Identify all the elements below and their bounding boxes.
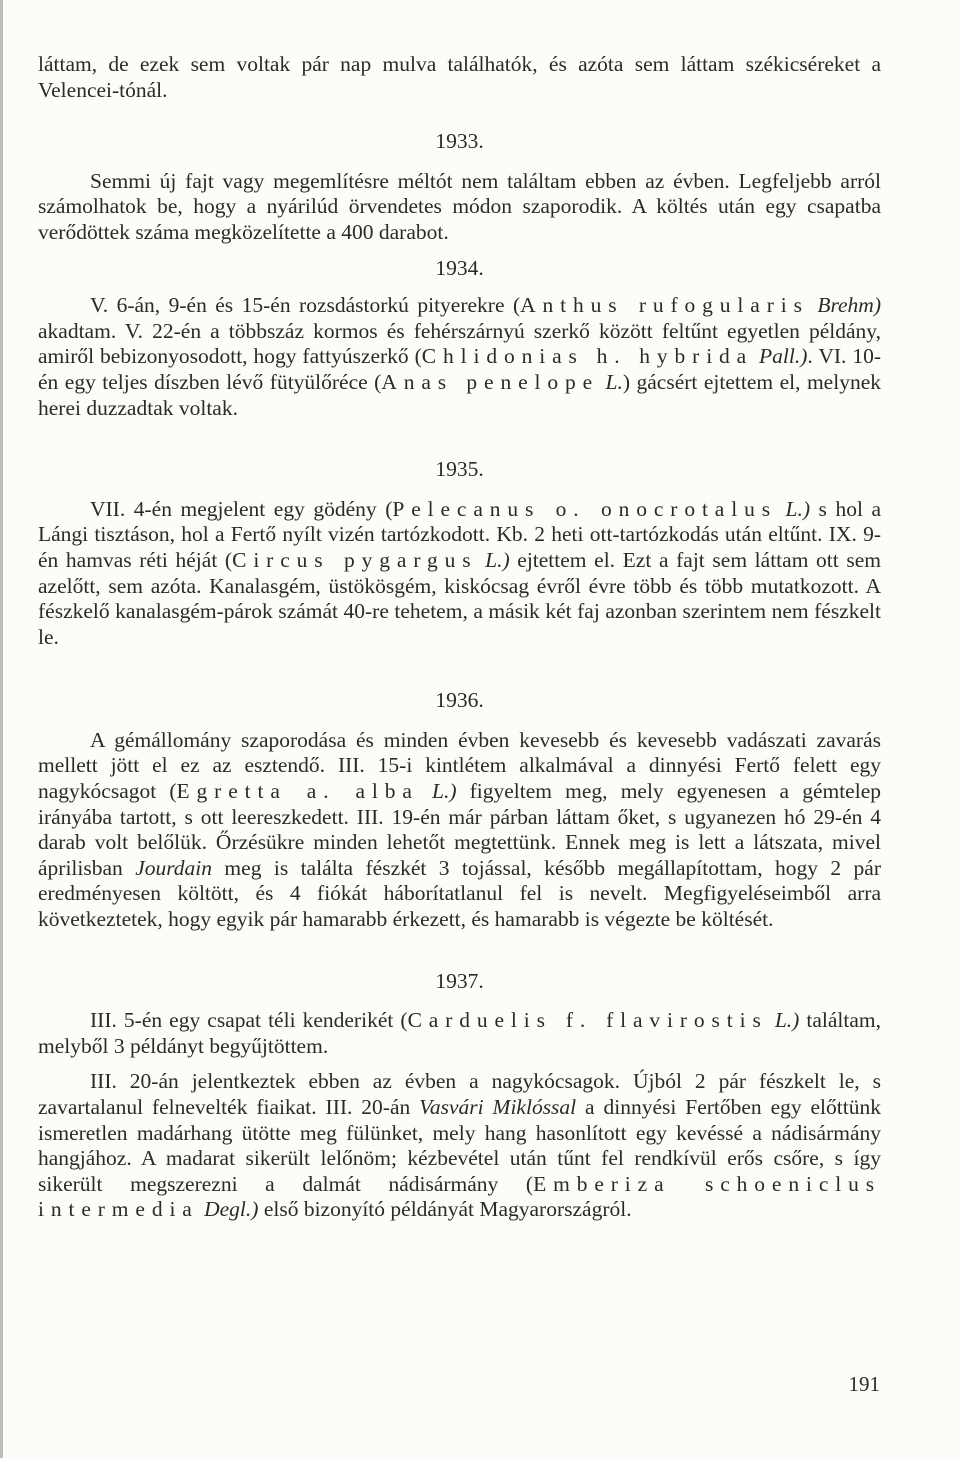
text-run: III. 5-én egy csapat téli kenderikét ( bbox=[90, 1008, 408, 1033]
text-run: . VI. 10-én egy teljes díszben lévő fütyülőréce ( bbox=[38, 344, 881, 394]
author-name: Brehm) bbox=[817, 293, 881, 318]
author-name: L.) bbox=[485, 547, 510, 572]
paragraph-1937-a bbox=[38, 1008, 881, 1059]
paragraph-1934 bbox=[38, 293, 881, 421]
text-run: VII. 4-én megjelent egy gödény ( bbox=[90, 496, 393, 521]
person-name: Jourdain bbox=[135, 855, 213, 880]
text-run: a dinnyési Fertőben egy előttünk ismeretlen madárhang ütötte meg fülünket, mely hang hasonlított egy kevéssé a nádisármány hangjához. A madarat sikerült lelőnöm; kézbevétel után tűnt fel rendkívül erős csőre, s így sikerült megszerezni a dalmát nádisármány ( bbox=[38, 1095, 881, 1196]
text-run: találtam, melyből 3 példányt begyűjtöttem. bbox=[38, 1008, 881, 1058]
author-name: L.) bbox=[785, 496, 811, 521]
text-run: figyeltem meg, mely egyenesen a gémtelep irányába tartott, s ott leereszkedett. III. 19-én már párban láttam őket, s ugyanezen hó 29-én 4 darab volt belőlük. Őrzésükre minden lehetőt megtettünk. Ennek meg is lett a látszata, mivel áprilisban bbox=[38, 779, 881, 880]
year-heading-1935: 1935. bbox=[435, 457, 484, 482]
species-name: Anthus rufogularis bbox=[520, 293, 809, 318]
document-page bbox=[38, 52, 881, 1223]
paragraph-1937-b bbox=[38, 1069, 881, 1223]
text-run: akadtam. V. 22-én a többszáz kormos és fehérszárnyú szerkő között feltűnt egyetlen példány, amiről bebizonyosodott, hogy fattyúszerkő ( bbox=[38, 318, 881, 369]
text-run: s hol a Lángi tisztáson, hol a Fertő nyílt vizén tartózkodott. Kb. 2 heti ott-tartózkodás után eltűnt. IX. 9-én hamvas réti héját ( bbox=[38, 496, 882, 572]
author-name: L. bbox=[605, 369, 623, 394]
text-run: ) gácsért ejtettem el, melynek herei duzzadtak voltak. bbox=[38, 369, 881, 420]
paragraph-1933: Semmi új fajt vagy megemlítésre méltót nem találtam ebben az évben. Legfeljebb arról számolhatok be, hogy a nyárilúd örvendetes módon szaporodik. A költés után egy csapatba verődöttek száma megközelítette a 400 darabot. bbox=[38, 168, 881, 244]
author-name: L.) bbox=[431, 779, 457, 804]
species-name: Egretta a. alba bbox=[176, 779, 419, 804]
species-name: Pelecanus o. onocrotalus bbox=[392, 496, 777, 521]
author-name: Pall.) bbox=[759, 344, 808, 369]
page-edge-rule bbox=[0, 0, 3, 1458]
text-run: III. 20-án jelentkeztek ebben az évben a nagykócsagok. Újból 2 pár fészkelt le, s zavartalanul felnevelték fiaikat. III. 20-án bbox=[38, 1069, 881, 1119]
text-run: A gémállomány szaporodása és minden évben kevesebb és kevesebb vadászati zavarás mellett jött el ez az esztendő. III. 15-i kintlétem alkalmával a dinnyési Fertő felett egy nagykócsagot ( bbox=[38, 727, 881, 804]
author-name: Degl.) bbox=[204, 1197, 259, 1222]
species-name: Carduelis f. flavirostis bbox=[407, 1008, 768, 1033]
text-run: első bizonyító példányát Magyarországról. bbox=[258, 1197, 632, 1222]
text-run: V. 6-án, 9-én és 15-én rozsdástorkú pityerekre ( bbox=[90, 293, 521, 318]
year-heading-1936: 1936. bbox=[435, 688, 484, 713]
intro-paragraph: láttam, de ezek sem voltak pár nap mulva találhatók, és azóta sem láttam székicséreket a Velencei-tónál. bbox=[38, 52, 881, 102]
page-number: 191 bbox=[848, 1372, 880, 1396]
paragraph-1935 bbox=[38, 497, 881, 651]
year-heading-1934: 1934. bbox=[435, 255, 484, 280]
species-name: Chlidonias h. hybrida bbox=[421, 344, 754, 369]
person-name: Vasvári Miklóssal bbox=[419, 1095, 577, 1119]
text-run: ejtettem el. Ezt a fajt sem láttam ott sem azelőtt, sem azóta. Kanalasgém, üstökösgém, kiskócsag évről évre több és több mutatkozott. A fészkelő kanalasgém-párok számát 40-re tehetem, a másik két faj azonban szerintem nem fészkelt le. bbox=[38, 547, 882, 649]
species-name: Emberiza schoeniclus intermedia bbox=[38, 1171, 881, 1222]
paragraph-1936 bbox=[38, 728, 881, 933]
species-name: Circus pygargus bbox=[232, 547, 478, 572]
text-run: meg is találta fészkét 3 tojással, később megállapítottam, hogy 2 pár eredményesen költött, és 4 fiókát háborítatlanul fel is nevelt. Megfigyeléseimből arra következtetek, hogy egyik pár hamarabb érkezett, és hamarabb is végezte be költését. bbox=[38, 855, 881, 932]
author-name: L.) bbox=[774, 1008, 800, 1033]
year-heading-1933: 1933. bbox=[435, 129, 484, 154]
species-name: Anas penelope bbox=[381, 369, 600, 394]
year-heading-1937: 1937. bbox=[435, 968, 484, 993]
